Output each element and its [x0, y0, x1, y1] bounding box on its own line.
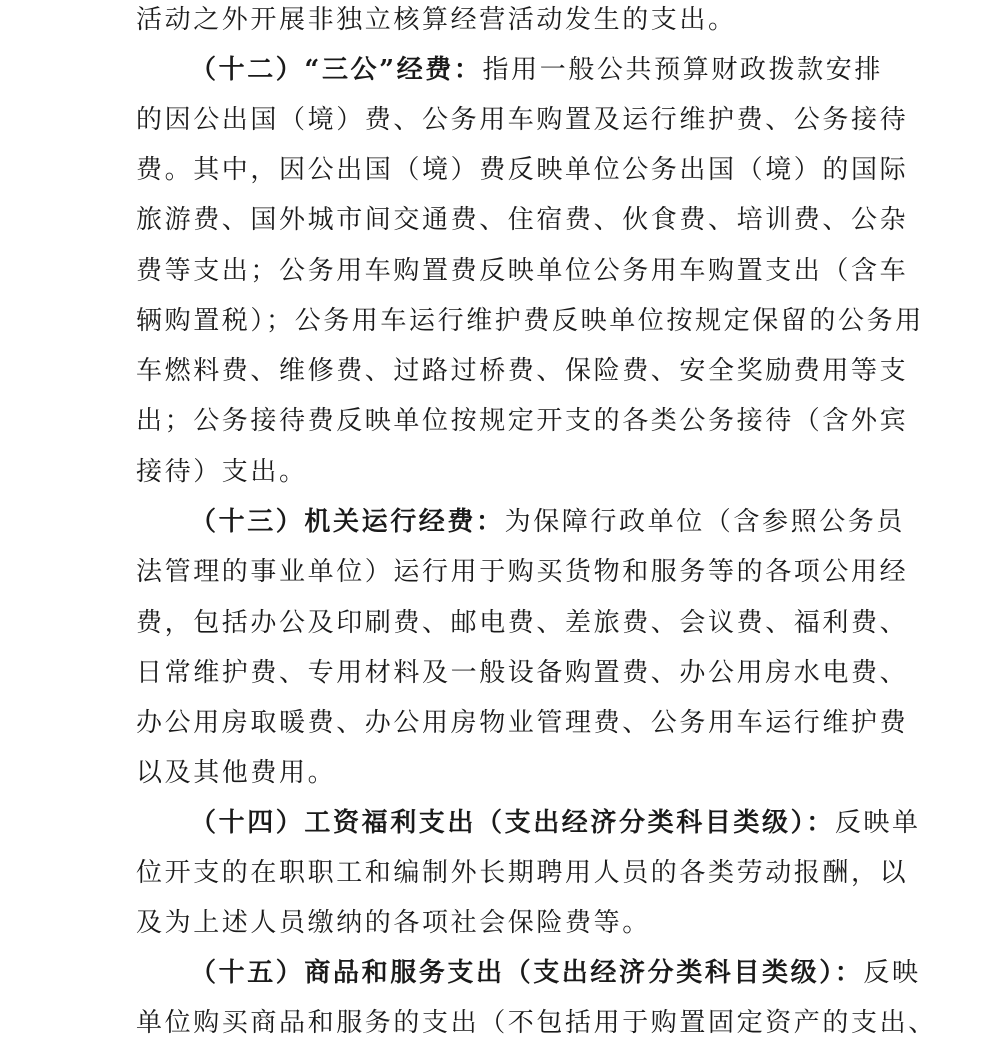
text-line: 活动之外开展非独立核算经营活动发生的支出。 — [136, 5, 737, 35]
text-line: 旅游费、国外城市间交通费、住宿费、伙食费、培训费、公杂 — [136, 205, 909, 235]
text-line: 车燃料费、维修费、过路过桥费、保险费、安全奖励费用等支 — [136, 356, 909, 386]
section-heading-line — [190, 803, 921, 843]
section-heading-line — [190, 50, 883, 90]
text-line: 费，包括办公及印刷费、邮电费、差旅费、会议费、福利费、 — [136, 608, 909, 638]
text-line: 费。其中，因公出国（境）费反映单位公务出国（境）的国际 — [136, 155, 909, 185]
text-fragment: 为保障行政单位（含参照公务员 — [504, 507, 906, 537]
section-heading-line — [190, 953, 921, 993]
text-line: 日常维护费、专用材料及一般设备购置费、办公用房水电费、 — [136, 658, 909, 688]
text-line: 位开支的在职职工和编制外长期聘用人员的各类劳动报酬，以 — [136, 858, 909, 888]
text-line: 的因公出国（境）费、公务用车购置及运行维护费、公务接待 — [136, 105, 909, 135]
section-heading: （十五）商品和服务支出（支出经济分类科目类级）： — [190, 958, 864, 988]
text-line: 办公用房取暖费、办公用房物业管理费、公务用车运行维护费 — [136, 708, 909, 738]
text-line: 以及其他费用。 — [136, 758, 337, 788]
text-line: 辆购置税）；公务用车运行维护费反映单位按规定保留的公务用 — [136, 306, 924, 336]
text-line: 费等支出；公务用车购置费反映单位公务用车购置支出（含车 — [136, 256, 909, 286]
text-line: 法管理的事业单位）运行用于购买货物和服务等的各项公用经 — [136, 557, 909, 587]
text-fragment: 反映 — [863, 958, 921, 988]
section-heading-line — [190, 502, 906, 542]
section-heading: （十四）工资福利支出（支出经济分类科目类级）： — [190, 808, 835, 838]
text-fragment: 指用一般公共预算财政拨款安排 — [482, 55, 883, 85]
text-line: 及为上述人员缴纳的各项社会保险费等。 — [136, 908, 651, 938]
text-line: 接待）支出。 — [136, 457, 308, 487]
section-heading: （十三）机关运行经费： — [190, 507, 505, 537]
text-fragment: 反映单 — [834, 808, 921, 838]
text-line: 出；公务接待费反映单位按规定开支的各类公务接待（含外宾 — [136, 406, 909, 436]
text-line: 单位购买商品和服务的支出（不包括用于购置固定资产的支出、 — [136, 1008, 937, 1038]
section-heading: （十二）“三公”经费： — [190, 55, 483, 85]
